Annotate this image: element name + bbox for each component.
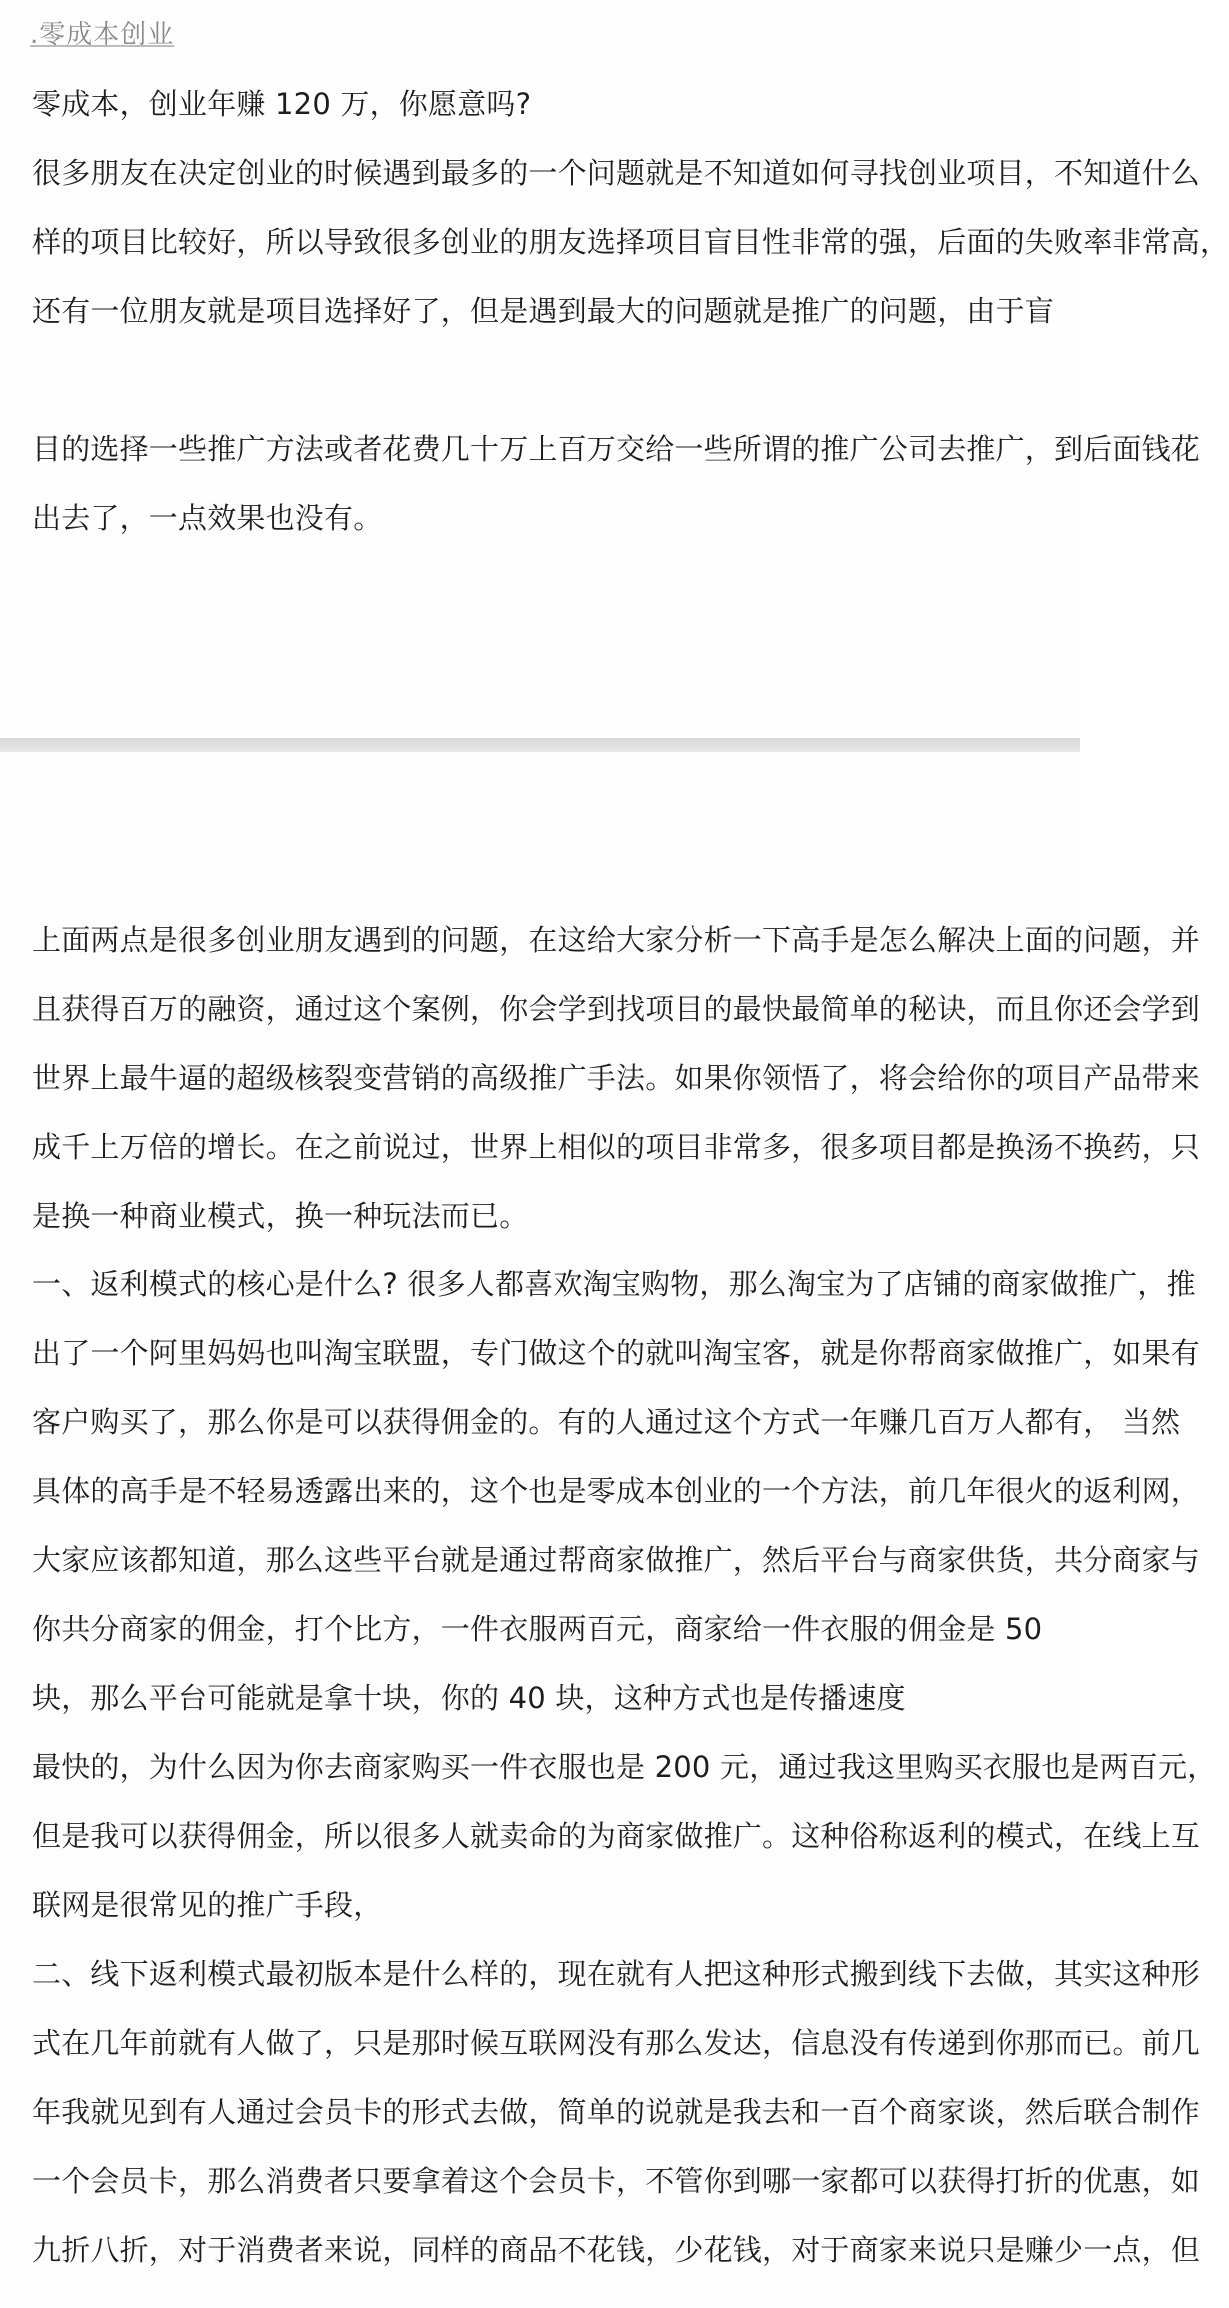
paragraph-line: 样的项目比较好，所以导致很多创业的朋友选择项目盲目性非常的强，后面的失败率非常高，	[32, 225, 1229, 259]
paragraph-line: 九折八折，对于消费者来说，同样的商品不花钱，少花钱，对于商家来说只是赚少一点，但	[32, 2233, 1201, 2267]
paragraph-line: 出去了，一点效果也没有。	[32, 501, 383, 535]
paragraph-line: 是换一种商业模式，换一种玩法而已。	[32, 1199, 529, 1233]
page-header-title: .零成本创业	[30, 20, 175, 50]
paragraph-line: 大家应该都知道，那么这些平台就是通过帮商家做推广，然后平台与商家供货，共分商家与	[32, 1543, 1201, 1577]
paragraph-line: 出了一个阿里妈妈也叫淘宝联盟，专门做这个的就叫淘宝客，就是你帮商家做推广，如果有	[32, 1336, 1201, 1370]
paragraph-line: 联网是很常见的推广手段，	[32, 1888, 383, 1922]
paragraph-line: 你共分商家的佣金，打个比方，一件衣服两百元，商家给一件衣服的佣金是 50	[32, 1612, 1043, 1646]
paragraph-line: 块，那么平台可能就是拿十块，你的 40 块，这种方式也是传播速度	[32, 1681, 906, 1715]
paragraph-line: 很多朋友在决定创业的时候遇到最多的一个问题就是不知道如何寻找创业项目，不知道什么	[32, 156, 1201, 190]
paragraph-line: 年我就见到有人通过会员卡的形式去做，简单的说就是我去和一百个商家谈，然后联合制作	[32, 2095, 1201, 2129]
paragraph-line: 世界上最牛逼的超级核裂变营销的高级推广手法。如果你领悟了，将会给你的项目产品带来	[32, 1061, 1201, 1095]
paragraph-line: 最快的，为什么因为你去商家购买一件衣服也是 200 元，通过我这里购买衣服也是两百元，	[32, 1750, 1217, 1784]
paragraph-line: 且获得百万的融资，通过这个案例，你会学到找项目的最快最简单的秘诀，而且你还会学到	[32, 992, 1201, 1026]
paragraph-line: 客户购买了，那么你是可以获得佣金的。有的人通过这个方式一年赚几百万人都有， 当然	[32, 1405, 1181, 1439]
paragraph-line: 上面两点是很多创业朋友遇到的问题，在这给大家分析一下高手是怎么解决上面的问题，并	[32, 923, 1201, 957]
document-page-1	[0, 0, 1229, 738]
paragraph-line: 具体的高手是不轻易透露出来的，这个也是零成本创业的一个方法，前几年很火的返利网，	[32, 1474, 1201, 1508]
document-page-2	[0, 752, 1217, 2308]
paragraph-line: 成千上万倍的增长。在之前说过，世界上相似的项目非常多，很多项目都是换汤不换药，只	[32, 1130, 1201, 1164]
paragraph-line: 二、线下返利模式最初版本是什么样的，现在就有人把这种形式搬到线下去做，其实这种形	[32, 1957, 1201, 1991]
paragraph-line: 一、返利模式的核心是什么? 很多人都喜欢淘宝购物，那么淘宝为了店铺的商家做推广，推	[32, 1267, 1196, 1301]
paragraph-line: 还有一位朋友就是项目选择好了，但是遇到最大的问题就是推广的问题，由于盲	[32, 294, 1055, 328]
paragraph-line: 但是我可以获得佣金，所以很多人就卖命的为商家做推广。这种俗称返利的模式，在线上互	[32, 1819, 1201, 1853]
paragraph-line: 式在几年前就有人做了，只是那时候互联网没有那么发达，信息没有传递到你那而已。前几	[32, 2026, 1201, 2060]
page-separator	[0, 738, 1080, 752]
paragraph-line: 零成本，创业年赚 120 万，你愿意吗?	[32, 87, 532, 121]
paragraph-line: 一个会员卡，那么消费者只要拿着这个会员卡，不管你到哪一家都可以获得打折的优惠，如	[32, 2164, 1201, 2198]
paragraph-line: 目的选择一些推广方法或者花费几十万上百万交给一些所谓的推广公司去推广，到后面钱花	[32, 432, 1201, 466]
